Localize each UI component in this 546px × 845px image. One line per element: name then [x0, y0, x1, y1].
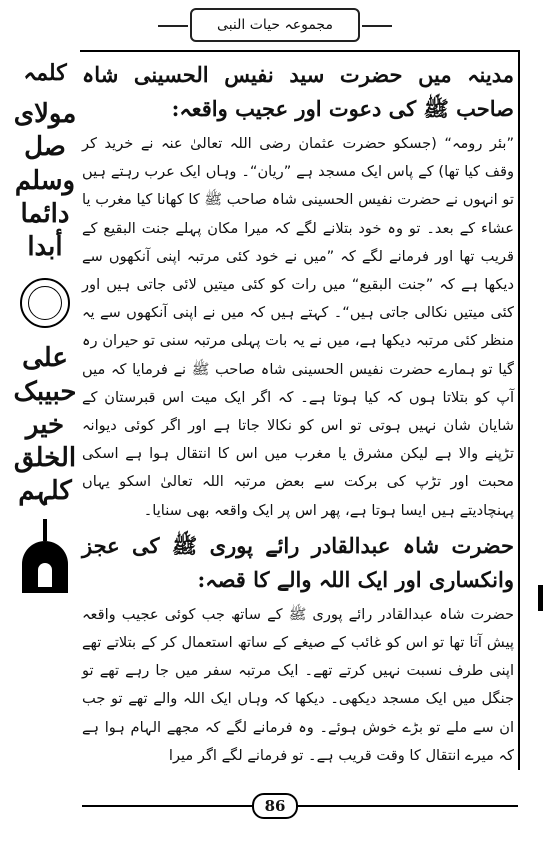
calligraphy-upper-block: مولای صل وسلم دائما أبدا — [13, 99, 77, 263]
calligraphy-lower-block: علی حبیبک خیر الخلق کلہم — [13, 343, 77, 507]
frame-top-line — [80, 50, 520, 52]
calligraphy-top-word: کلمہ — [23, 60, 67, 86]
header-banner — [190, 8, 360, 42]
header-title: مجموعہ حیات النبی — [217, 17, 333, 33]
main-text-area — [82, 58, 514, 770]
paragraph-2: حضرت شاہ عبدالقادر رائے پوری ﷺ کے ساتھ جب کوئی عجیب واقعہ پیش آتا تھا تو اس کو غائب کے صیغے کے ساتھ استعمال کر کے بتلاتے تھے اپنی طرف نسبت نہیں کرتے تھے۔ ایک مرتبہ سفر میں جا رہے تھے تو جنگل میں ایک مسجد دیکھی۔ دیکھا کہ وہاں ایک اللہ والے تھے تو جب ان سے ملے تو بڑے خوش ہوئے۔ وہ فرمانے لگے کہ مجھے الہام ہوا ہے کہ میرے انتقال کا وقت قریب ہے۔ تو فرمانے لگے اگر میرا — [82, 605, 514, 764]
frame-right-line — [518, 50, 520, 770]
medallion-icon — [20, 278, 70, 328]
mosque-spire — [43, 519, 47, 541]
page-number: 86 — [252, 793, 298, 819]
footer-line — [82, 805, 518, 807]
section-heading-1: مدینہ میں حضرت سید نفیس الحسینی شاہ صاحب ﷺ کی دعوت اور عجیب واقعہ: — [82, 62, 514, 121]
paragraph-1: ”بئر رومہ“ (جسکو حضرت عثمان رضی اللہ تعالیٰ عنہ نے خرید کر وقف کیا تھا) کے پاس ایک مسجد ہے ”ریان“۔ وہاں ایک عرب رہتے ہیں تو انہوں نے حضرت نفیس الحسینی شاہ صاحب ﷺ کا کھانا کیا مغرب یا عشاء کے بعد۔ تو وہ خود بتلانے لگے کہ میرا مکان پہلے جنت البقیع کے قریب تھا اور فرمانے لگے کہ ”میں نے خود کئی مرتبہ اپنی آنکھوں سے دیکھا ہے کہ ”جنت البقیع“ میں رات کو کئی میتیں لائی جاتی ہیں اور کئی میتیں نکالی جاتی ہیں“۔ کہتے ہیں کہ میں نے اپنی آنکھوں سے یہ منظر کئی مرتبہ دیکھا ہے، میں نے یہ بات پہلی مرتبہ سنی تو حیران رہ گیا تو ہمارے حضرت نفیس الحسینی شاہ صاحب ﷺ نے فرمایا کہ میں آپ کو بتلاتا ہوں کہ کیا ہوتا ہے۔ کہ اگر ایک میت اس قبرستان کے شایان شان نہیں ہوتی تو اس کو نکالا جاتا ہے اور اگر کوئی دیوانہ تڑپنے والا ہے لیکن مشرق یا مغرب میں اس کا انتقال ہوا ہے اسکی محبت اور تڑپ کی برکت سے بعض مرتبہ اللہ تعالیٰ اسکو یہاں پہنچادیتے ہیں ایسا ہوتا ہے، پھر اس پر ایک واقعہ بھی سنایا۔ — [82, 135, 515, 519]
page-edge-mark — [538, 585, 543, 611]
section-heading-2: حضرت شاہ عبدالقادر رائے پوری ﷺ کی عجز وانکساری اور ایک اللہ والے کا قصہ: — [82, 532, 514, 592]
mosque-door — [38, 563, 52, 587]
left-calligraphy-column — [10, 60, 80, 800]
medallion-inner-ring — [28, 286, 62, 320]
mosque-dome-icon — [14, 519, 76, 593]
